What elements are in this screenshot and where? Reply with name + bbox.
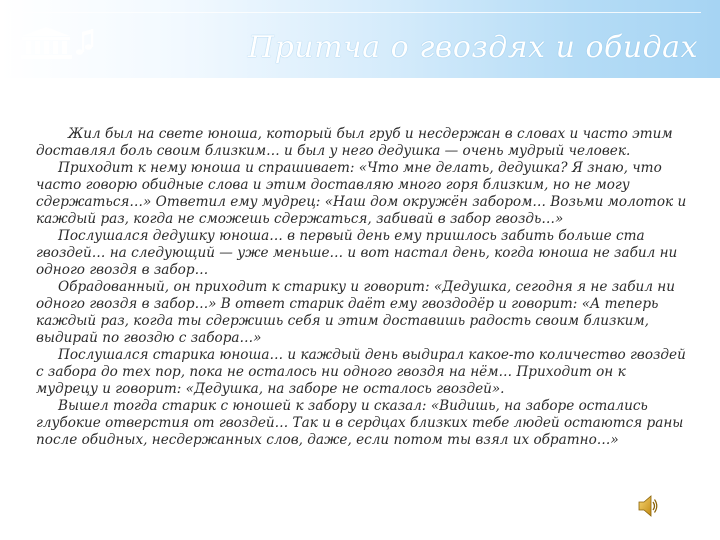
paragraph: Жил был на свете юноша, который был груб и несдержан в словах и часто этим доставлял боль своим близким… и был у него дедушка — очень мудрый человек. xyxy=(36,126,673,159)
header-banner xyxy=(0,0,720,78)
paragraph: Послушался дедушку юноша… в первый день ему пришлось забить больше ста гвоздей… на следующий — уже меньше… и вот настал день, когда юноша не забил ни одного гвоздя в забор… xyxy=(36,228,678,278)
building-columns-icon xyxy=(21,27,72,59)
paragraph: Послушался старика юноша… и каждый день выдирал какое-то количество гвоздей с забора до тех пор, пока не осталось ни одного гвоздя на нём… Приходит он к мудрецу и говорит: «Дедушка, на заборе не осталось гвоздей». xyxy=(36,347,686,397)
paragraph: Обрадованный, он приходит к старику и говорит: «Дедушка, сегодня я не забил ни одного гвоздя в забор…» В ответ старик даёт ему гвоздодёр и говорит: «А теперь каждый раз, когда ты сдержишь себя и этим доставишь радость своим близким, выдирай по гвоздю с забора…» xyxy=(36,279,676,346)
speaker-icon[interactable] xyxy=(637,493,659,519)
music-note-icon xyxy=(76,29,93,55)
logo xyxy=(20,26,100,60)
paragraph: Вышел тогда старик с юношей к забору и сказал: «Видишь, на заборе остались глубокие отверстия от гвоздей… Так и в сердцах близких тебе людей остаются раны после обидных, несдержанных слов, даже, если потом ты взял их обратно…» xyxy=(36,398,684,448)
parable-text xyxy=(36,126,690,449)
slide-title: Притча о гвоздях и обидах xyxy=(247,30,698,65)
paragraph: Приходит к нему юноша и спрашивает: «Что мне делать, дедушка? Я знаю, что часто говорю обидные слова и этим доставляю много горя близким, но не могу сдержаться…» Ответил ему мудрец: «Наш дом окружён забором… Возьми молоток и каждый раз, когда не сможешь сдержаться, забивай в забор гвоздь…» xyxy=(36,160,687,227)
